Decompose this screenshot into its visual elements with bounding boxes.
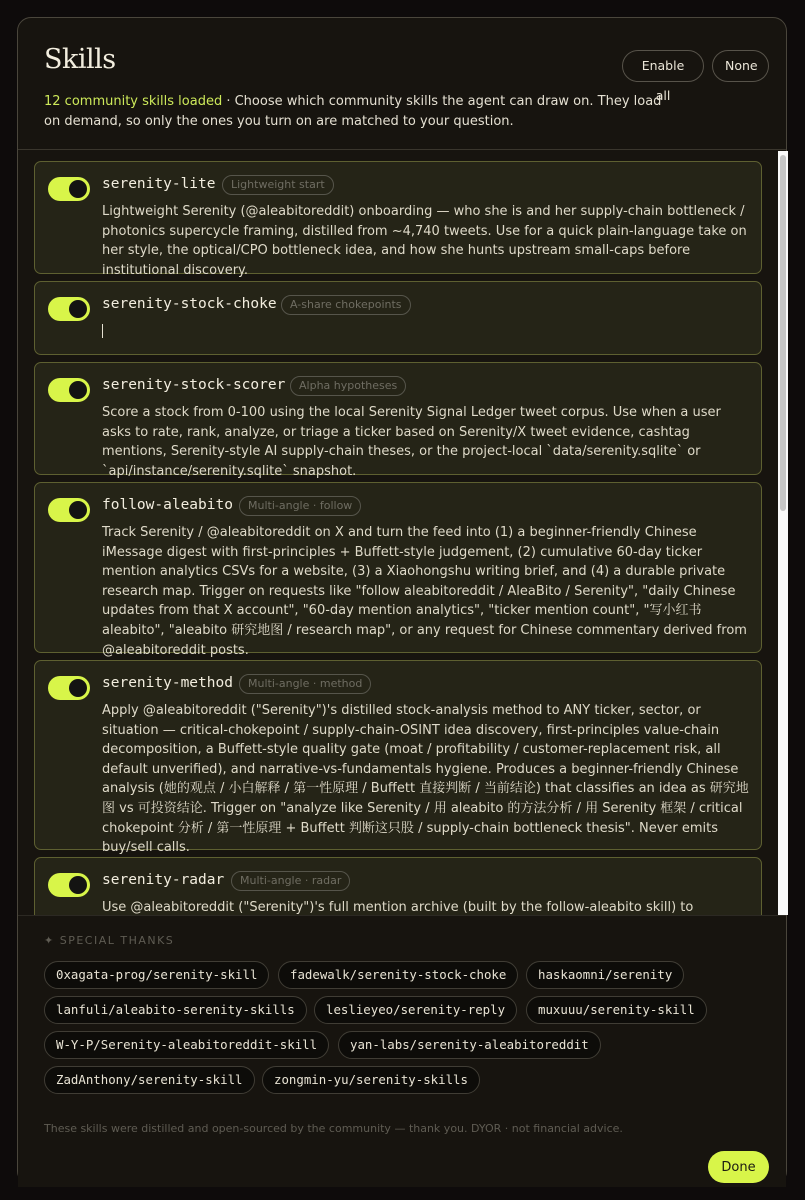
skill-tag: A-share chokepoints [281, 295, 411, 315]
skill-name: serenity-stock-choke [102, 296, 277, 312]
skill-name: follow-aleabito [102, 497, 233, 513]
loaded-count-text: 12 community skills loaded [44, 94, 223, 109]
scrollbar-thumb[interactable] [780, 155, 786, 511]
special-thanks-heading: ✦ SPECIAL THANKS [44, 934, 175, 947]
thanks-chip[interactable]: muxuuu/serenity-skill [526, 996, 707, 1024]
disclaimer-note: These skills were distilled and open-sourced by the community — thank you. DYOR · not financial advice. [44, 1122, 623, 1135]
skill-card-follow-aleabito[interactable] [34, 482, 762, 658]
thanks-chip[interactable]: fadewalk/serenity-stock-choke [278, 961, 518, 989]
done-button[interactable]: Done [708, 1151, 769, 1183]
enable-all-button[interactable]: Enable all [622, 50, 704, 82]
skill-tag: Multi-angle · method [239, 674, 371, 694]
skill-card-serenity-stock-scorer[interactable] [34, 362, 762, 479]
none-button[interactable]: None [712, 50, 769, 82]
thanks-chip[interactable]: 0xagata-prog/serenity-skill [44, 961, 269, 989]
skill-name: serenity-radar [102, 872, 225, 888]
thanks-chip[interactable]: leslieyeo/serenity-reply [314, 996, 517, 1024]
skill-tag: Multi-angle · follow [239, 496, 361, 516]
toggle-knob [69, 300, 87, 318]
thanks-chip[interactable]: W-Y-P/Serenity-aleabitoreddit-skill [44, 1031, 329, 1059]
dialog-header [18, 18, 786, 150]
thanks-chip[interactable]: zongmin-yu/serenity-skills [262, 1066, 480, 1094]
skill-card-serenity-method[interactable] [34, 660, 762, 856]
skill-toggle[interactable] [48, 676, 90, 700]
dialog-footer [18, 915, 786, 1187]
toggle-knob [69, 180, 87, 198]
toggle-knob [69, 876, 87, 894]
skill-toggle[interactable] [48, 378, 90, 402]
skill-description: Score a stock from 0-100 using the local Serenity Signal Ledger tweet corpus. Use when a user asks to rate, rank, analyze, or triage a ticker based on Serenity/X tweet evidence, cashtag mentions, Serenity-style AI supply-chain theses, or the project-local `data/serenity.sqlite` or `api/instance/serenity.sqlite` snapshot. [102, 405, 721, 479]
skill-name: serenity-method [102, 675, 233, 691]
skill-toggle[interactable] [48, 177, 90, 201]
skill-toggle[interactable] [48, 297, 90, 321]
dialog-title: Skills [44, 44, 116, 75]
skill-description: Use @aleabitoreddit ("Serenity")'s full mention archive (built by the follow-aleabito skill) to [102, 900, 694, 915]
skill-toggle[interactable] [48, 873, 90, 897]
skill-toggle[interactable] [48, 498, 90, 522]
skills-dialog [17, 17, 787, 1185]
skill-card-serenity-stock-choke[interactable] [34, 281, 762, 355]
text-cursor [102, 324, 103, 338]
skill-card-serenity-lite[interactable] [34, 161, 762, 278]
skills-list[interactable] [18, 149, 788, 915]
toggle-knob [69, 679, 87, 697]
thanks-chip[interactable]: ZadAnthony/serenity-skill [44, 1066, 255, 1094]
skill-name: serenity-lite [102, 176, 216, 192]
thanks-chip[interactable]: lanfuli/aleabito-serenity-skills [44, 996, 307, 1024]
skill-tag: Alpha hypotheses [290, 376, 406, 396]
thanks-chip[interactable]: haskaomni/serenity [526, 961, 684, 989]
skill-description: Track Serenity / @aleabitoreddit on X and turn the feed into (1) a beginner-friendly Chinese iMessage digest with first-principles + Buffett-style judgement, (2) cumulative 60-day ticker mention analytics CSVs for a website, (3) a Xiaohongshu writing brief, and (4) a durable private research map. Trigger on requests like "follow aleabitoreddit / AleaBito / Serenity", "daily Chinese updates from that X account", "60-day mention analytics", "ticker mention count", "写小红书 aleabito", "aleabito 研究地图 / research map", or any request for Chinese commentary derived from @aleabitoreddit posts. [102, 525, 747, 658]
toggle-knob [69, 381, 87, 399]
skill-description: Apply @aleabitoreddit ("Serenity")'s distilled stock-analysis method to ANY ticker, sector, or situation — critical-chokepoint / supply-chain-OSINT idea discovery, first-principles value-chain decomposition, a Buffett-style quality gate (moat / profitability / customer-replacement risk, all default unverified), and narrative-vs-fundamentals hygiene. Produces a beginner-friendly Chinese analysis (她的观点 / 小白解释 / 第一性原理 / Buffett 直接判断 / 当前结论) that classifies an idea as 研究地图 vs 可投资结论. Trigger on "analyze like Serenity / 用 aleabito 的方法分析 / 用 Serenity 框架 / critical chokepoint 分析 / 第一性原理 + Buffett 判断这只股 / supply-chain bottleneck thesis". Never emits buy/sell calls. [102, 703, 749, 856]
dialog-subtitle [44, 92, 674, 132]
skill-tag: Lightweight start [222, 175, 334, 195]
skill-description: Lightweight Serenity (@aleabitoreddit) onboarding — who she is and her supply-chain bottleneck / photonics supercycle framing, distilled from ~4,740 tweets. Use for a quick plain-language take on her style, the optical/CPO bottleneck idea, and how she hunts upstream small-caps before institutional discovery. [102, 204, 747, 278]
toggle-knob [69, 501, 87, 519]
skill-name: serenity-stock-scorer [102, 377, 286, 393]
thanks-chip[interactable]: yan-labs/serenity-aleabitoreddit [338, 1031, 601, 1059]
skill-tag: Multi-angle · radar [231, 871, 350, 891]
subtitle-text: · Choose which community skills the agent can draw on. They load on demand, so only the ones you turn on are matched to your question. [44, 94, 662, 129]
